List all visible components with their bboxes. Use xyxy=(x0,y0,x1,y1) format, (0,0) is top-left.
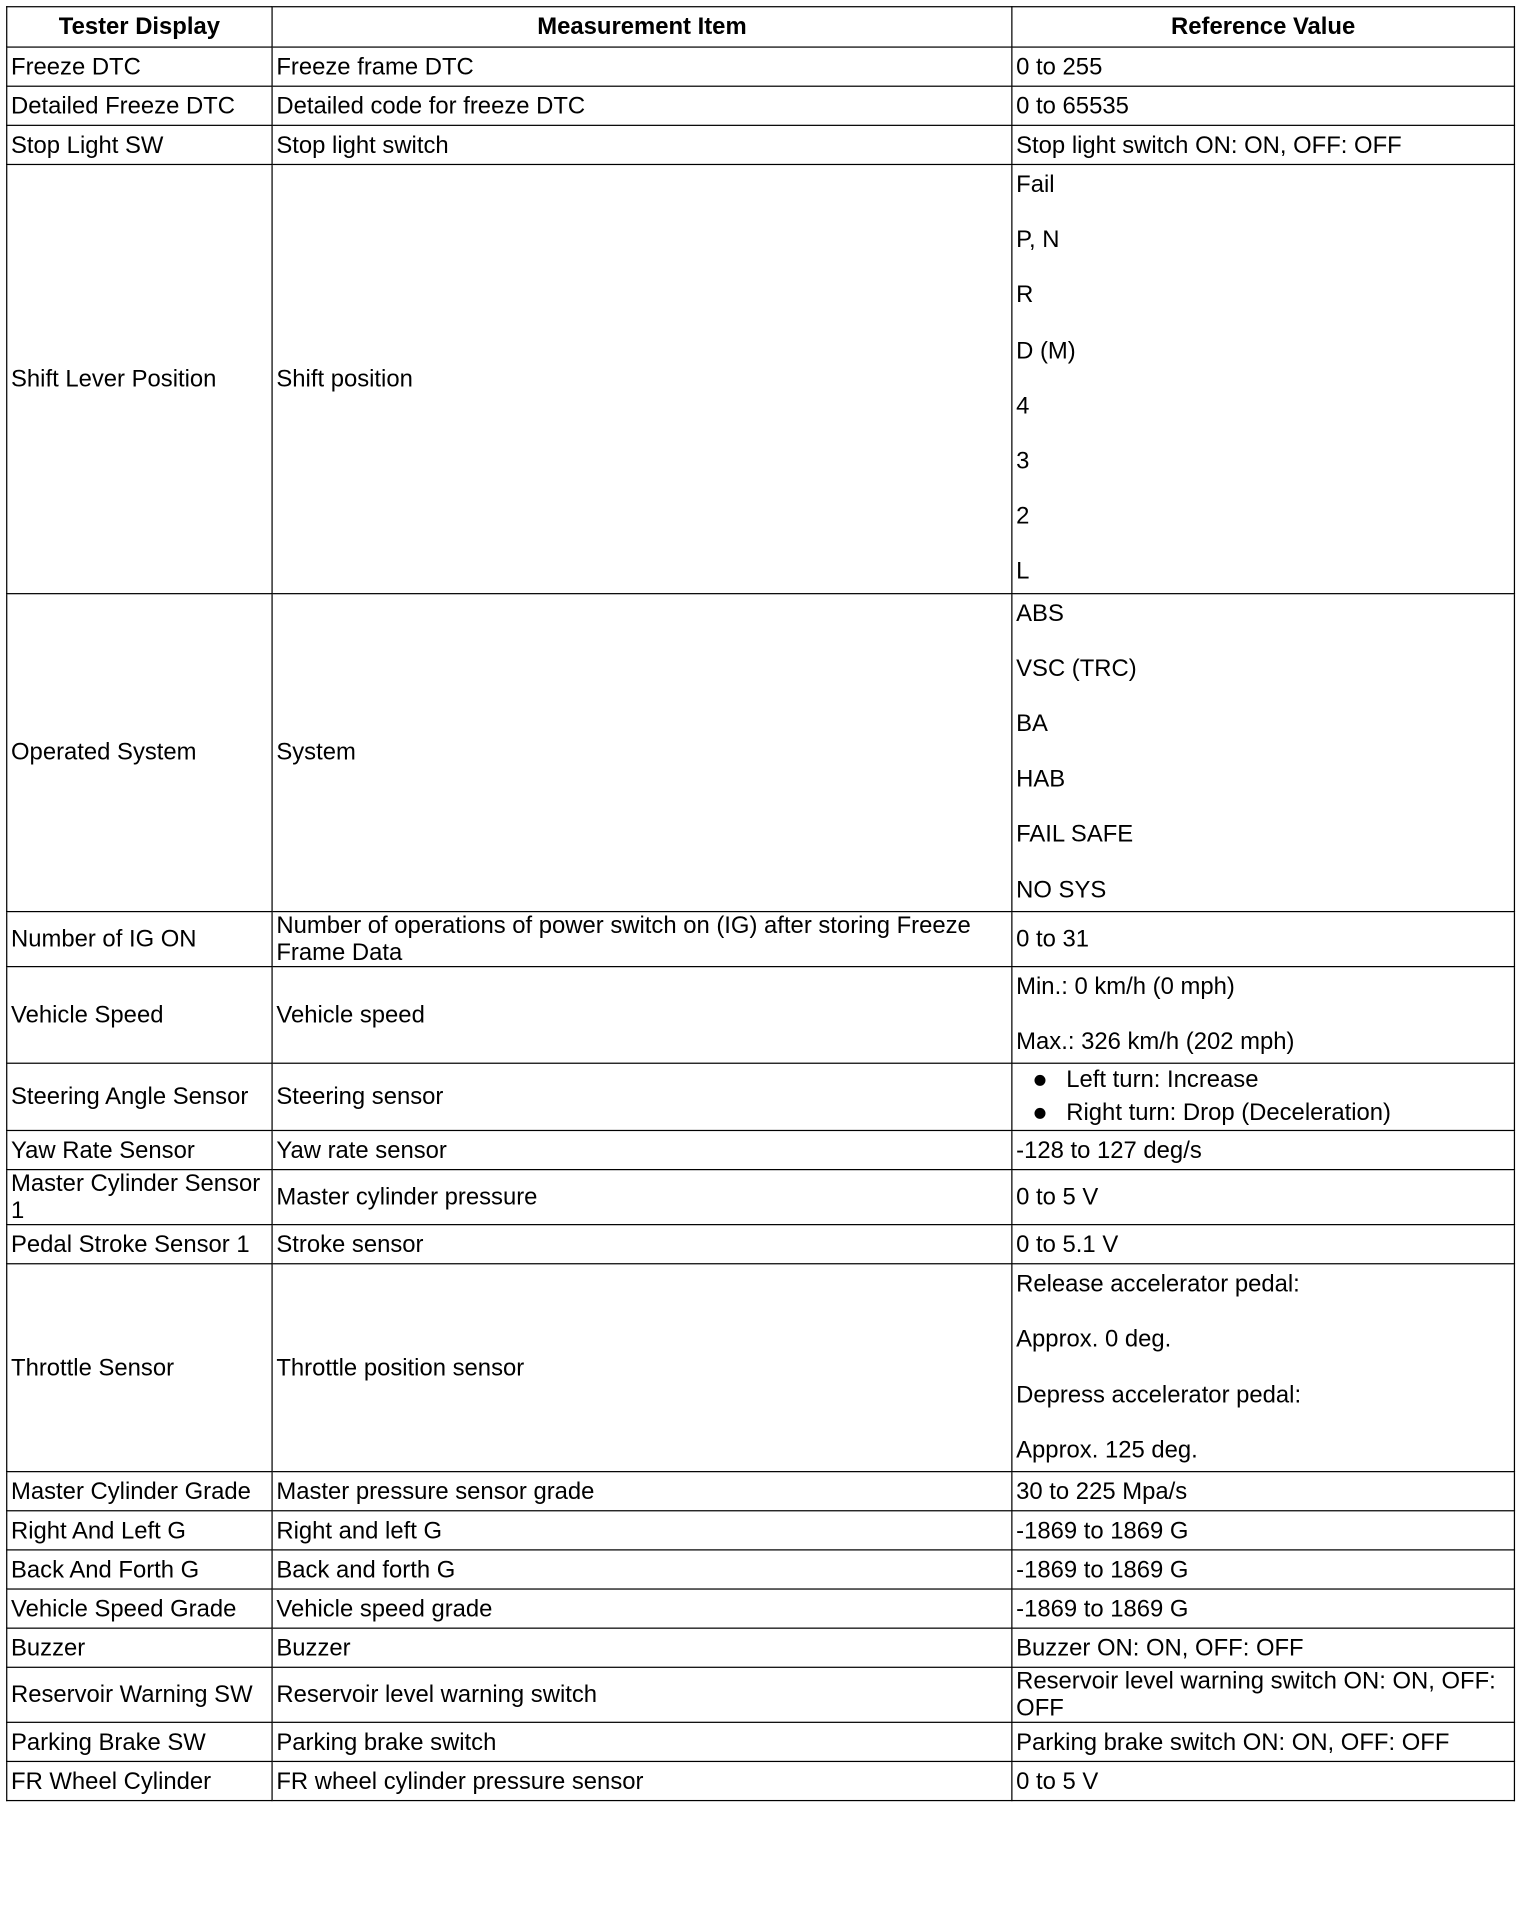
tester-display-cell: Steering Angle Sensor xyxy=(7,1064,272,1131)
reference-value-cell xyxy=(1012,1064,1515,1131)
reference-value-line: NO SYS xyxy=(1016,876,1107,904)
reference-value-cell xyxy=(1012,966,1515,1063)
reference-bullet-item: Left turn: Increase xyxy=(1034,1064,1510,1097)
measurement-item-cell: Number of operations of power switch on (IG) after storing Freeze Frame Data xyxy=(272,911,1012,966)
table-row xyxy=(7,1064,1515,1131)
reference-value-cell: 0 to 5 V xyxy=(1012,1170,1515,1225)
reference-value-line: BA xyxy=(1016,710,1048,738)
measurement-item-cell: Buzzer xyxy=(272,1628,1012,1667)
measurement-item-cell: Master pressure sensor grade xyxy=(272,1472,1012,1511)
measurement-item-cell: Parking brake switch xyxy=(272,1722,1012,1761)
reference-value-line: FAIL SAFE xyxy=(1016,821,1134,848)
table-body xyxy=(7,47,1515,1801)
table-row xyxy=(7,1225,1515,1264)
measurement-item-cell: Stop light switch xyxy=(272,125,1012,164)
tester-display-cell: Number of IG ON xyxy=(7,911,272,966)
reference-value-line: D (M) xyxy=(1016,337,1076,364)
tester-display-cell: Stop Light SW xyxy=(7,125,272,164)
table-row xyxy=(7,593,1515,911)
reference-bullet-list xyxy=(1016,1064,1510,1130)
measurement-item-cell: Back and forth G xyxy=(272,1550,1012,1589)
reference-value-line: Approx. 0 deg. xyxy=(1016,1326,1172,1353)
reference-value-cell: -128 to 127 deg/s xyxy=(1012,1131,1515,1170)
reference-value-line: Max.: 326 km/h (202 mph) xyxy=(1016,1028,1295,1056)
header-measurement-item: Measurement Item xyxy=(272,7,1012,47)
reference-value-line: Fail xyxy=(1016,171,1055,199)
reference-value-line: 4 xyxy=(1016,392,1030,420)
tester-display-cell: Master Cylinder Sensor 1 xyxy=(7,1170,272,1225)
measurement-item-cell: Vehicle speed grade xyxy=(272,1589,1012,1628)
reference-value-line: ABS xyxy=(1016,599,1064,627)
table-row xyxy=(7,125,1515,164)
tester-display-cell: Vehicle Speed Grade xyxy=(7,1589,272,1628)
tester-display-cell: Reservoir Warning SW xyxy=(7,1667,272,1722)
tester-display-cell: Back And Forth G xyxy=(7,1550,272,1589)
header-tester-display: Tester Display xyxy=(7,7,272,47)
reference-value-cell: Parking brake switch ON: ON, OFF: OFF xyxy=(1012,1722,1515,1761)
measurement-item-cell: Yaw rate sensor xyxy=(272,1131,1012,1170)
table-row xyxy=(7,1550,1515,1589)
reference-bullet-item: Right turn: Drop (Deceleration) xyxy=(1034,1097,1510,1130)
reference-value-cell xyxy=(1012,164,1515,593)
measurement-item-cell: Right and left G xyxy=(272,1511,1012,1550)
table-row xyxy=(7,1170,1515,1225)
reference-value-line: 3 xyxy=(1016,447,1030,475)
reference-value-line: Release accelerator pedal: xyxy=(1016,1270,1300,1298)
measurement-item-cell: Vehicle speed xyxy=(272,966,1012,1063)
reference-value-cell xyxy=(1012,593,1515,911)
reference-value-cell: 0 to 31 xyxy=(1012,911,1515,966)
table-row xyxy=(7,1722,1515,1761)
tester-display-cell: Yaw Rate Sensor xyxy=(7,1131,272,1170)
table-row xyxy=(7,47,1515,86)
table-row xyxy=(7,911,1515,966)
table-row xyxy=(7,1762,1515,1801)
reference-value-line: Depress accelerator pedal: xyxy=(1016,1381,1302,1409)
tester-display-cell: Pedal Stroke Sensor 1 xyxy=(7,1225,272,1264)
measurement-item-cell: FR wheel cylinder pressure sensor xyxy=(272,1762,1012,1801)
measurement-item-cell: Master cylinder pressure xyxy=(272,1170,1012,1225)
reference-value-cell: 30 to 225 Mpa/s xyxy=(1012,1472,1515,1511)
tester-display-cell: Throttle Sensor xyxy=(7,1264,272,1472)
table-row xyxy=(7,966,1515,1063)
table-row xyxy=(7,86,1515,125)
table-row xyxy=(7,1589,1515,1628)
measurement-item-cell: Detailed code for freeze DTC xyxy=(272,86,1012,125)
table-row xyxy=(7,1472,1515,1511)
data-list-table xyxy=(6,6,1515,1801)
tester-display-cell: Parking Brake SW xyxy=(7,1722,272,1761)
reference-value-line: VSC (TRC) xyxy=(1016,655,1137,683)
reference-value-cell: -1869 to 1869 G xyxy=(1012,1511,1515,1550)
measurement-item-cell: System xyxy=(272,593,1012,911)
reference-value-cell: 0 to 5.1 V xyxy=(1012,1225,1515,1264)
reference-value-cell: 0 to 255 xyxy=(1012,47,1515,86)
table-row xyxy=(7,1131,1515,1170)
reference-value-line: Min.: 0 km/h (0 mph) xyxy=(1016,973,1235,1001)
tester-display-cell: Right And Left G xyxy=(7,1511,272,1550)
tester-display-cell: Buzzer xyxy=(7,1628,272,1667)
reference-value-line: P, N xyxy=(1016,226,1060,254)
tester-display-cell: Detailed Freeze DTC xyxy=(7,86,272,125)
reference-value-line: HAB xyxy=(1016,765,1066,793)
reference-value-line: 2 xyxy=(1016,502,1030,530)
reference-value-cell: -1869 to 1869 G xyxy=(1012,1550,1515,1589)
table-row xyxy=(7,1667,1515,1722)
reference-value-line: L xyxy=(1016,558,1030,586)
reference-value-cell: 0 to 5 V xyxy=(1012,1762,1515,1801)
header-row xyxy=(7,7,1515,47)
table-row xyxy=(7,1511,1515,1550)
measurement-item-cell: Throttle position sensor xyxy=(272,1264,1012,1472)
reference-value-line: R xyxy=(1016,281,1034,309)
header-reference-value: Reference Value xyxy=(1012,7,1515,47)
reference-value-cell: Reservoir level warning switch ON: ON, OFF: OFF xyxy=(1012,1667,1515,1722)
measurement-item-cell: Steering sensor xyxy=(272,1064,1012,1131)
tester-display-cell: FR Wheel Cylinder xyxy=(7,1762,272,1801)
table-row xyxy=(7,1264,1515,1472)
reference-value-cell: Buzzer ON: ON, OFF: OFF xyxy=(1012,1628,1515,1667)
reference-value-cell xyxy=(1012,1264,1515,1472)
reference-value-cell: 0 to 65535 xyxy=(1012,86,1515,125)
measurement-item-cell: Stroke sensor xyxy=(272,1225,1012,1264)
tester-display-cell: Operated System xyxy=(7,593,272,911)
reference-value-cell: -1869 to 1869 G xyxy=(1012,1589,1515,1628)
tester-display-cell: Freeze DTC xyxy=(7,47,272,86)
measurement-item-cell: Shift position xyxy=(272,164,1012,593)
reference-value-line: Approx. 125 deg. xyxy=(1016,1436,1198,1464)
tester-display-cell: Vehicle Speed xyxy=(7,966,272,1063)
reference-value-cell: Stop light switch ON: ON, OFF: OFF xyxy=(1012,125,1515,164)
table-row xyxy=(7,164,1515,593)
measurement-item-cell: Freeze frame DTC xyxy=(272,47,1012,86)
tester-display-cell: Master Cylinder Grade xyxy=(7,1472,272,1511)
tester-display-cell: Shift Lever Position xyxy=(7,164,272,593)
measurement-item-cell: Reservoir level warning switch xyxy=(272,1667,1012,1722)
table-row xyxy=(7,1628,1515,1667)
